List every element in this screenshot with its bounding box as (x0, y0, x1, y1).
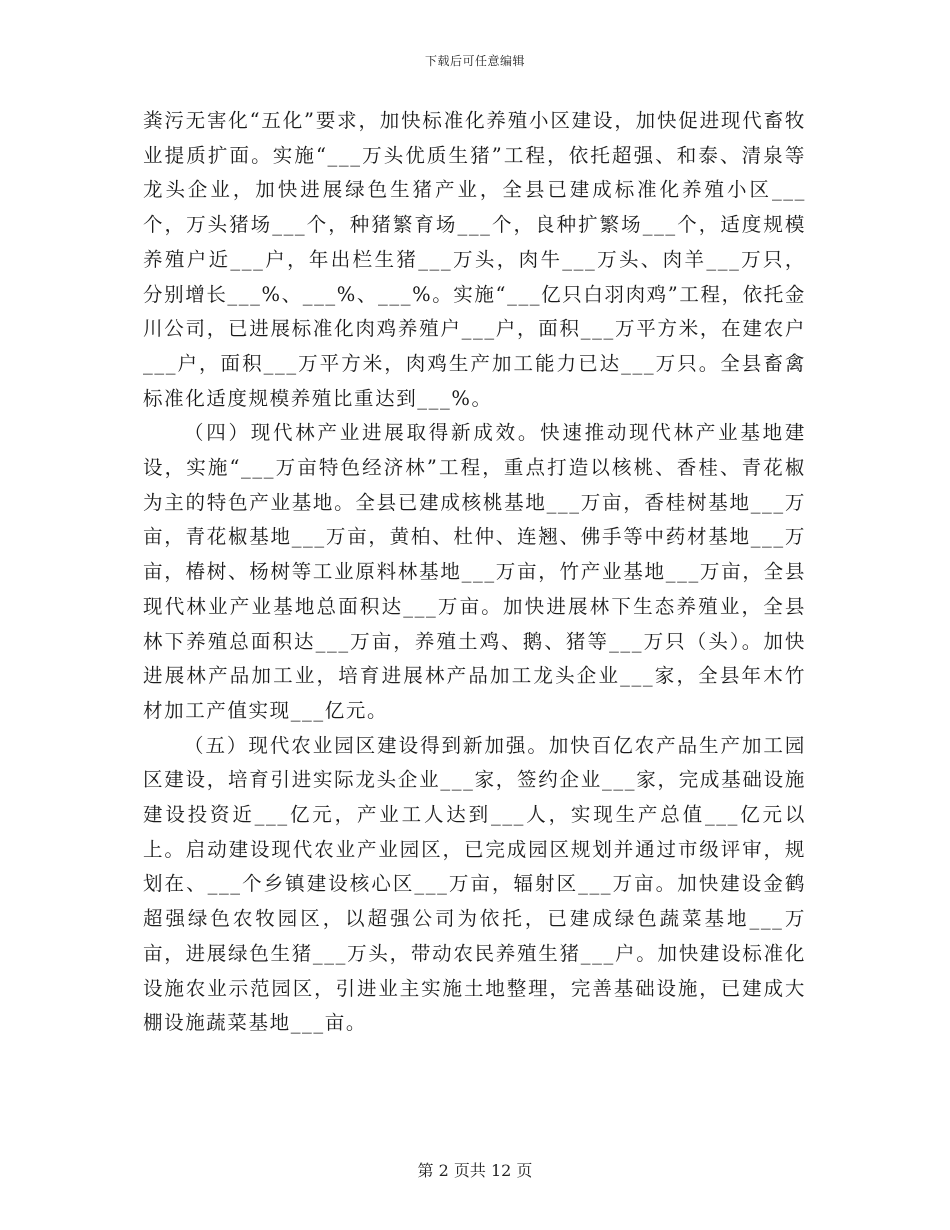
paragraph-agri-park: （五）现代农业园区建设得到新加强。加快百亿农产品生产加工园区建设，培育引进实际龙头企业___家，签约企业___家，完成基础设施建设投资近___亿元，产业工人达到___人，实现生产总值___亿元以上。启动建设现代农业产业园区，已完成园区规划并通过市级评审，规划在、___个乡镇建设核心区___万亩，辐射区___万亩。加快建设金鹤超强绿色农牧园区，以超强公司为依托，已建成绿色蔬菜基地___万亩，进展绿色生猪___万头，带动农民养殖生猪___户。加快建设标准化设施农业示范园区，引进业主实施土地整理，完善基础设施，已建成大棚设施蔬菜基地___亩。 (143, 733, 806, 1035)
document-body (143, 104, 806, 1041)
paragraph-forestry: （四）现代林产业进展取得新成效。快速推动现代林产业基地建设，实施“___万亩特色经济林”工程，重点打造以核桃、香桂、青花椒为主的特色产业基地。全县已建成核桃基地___万亩，香桂树基地___万亩，青花椒基地___万亩，黄柏、杜仲、连翘、佛手等中药材基地___万亩，椿树、杨树等工业原料林基地___万亩，竹产业基地___万亩，全县现代林业产业基地总面积达___万亩。加快进展林下生态养殖业，全县林下养殖总面积达___万亩，养殖土鸡、鹅、猪等___万只（头）。加快进展林产品加工业，培育进展林产品加工龙头企业___家，全县年木竹材加工产值实现___亿元。 (143, 421, 806, 722)
page-number: 第 2 页共 12 页 (417, 1161, 533, 1180)
paragraph-livestock: 粪污无害化“五化”要求，加快标准化养殖小区建设，加快促进现代畜牧业提质扩面。实施“___万头优质生猪”工程，依托超强、和泰、清泉等龙头企业，加快进展绿色生猪产业，全县已建成标准化养殖小区___个，万头猪场___个，种猪繁育场___个，良种扩繁场___个，适度规模养殖户近___户，年出栏生猪___万头，肉牛___万头、肉羊___万只，分别增长___%、___%、___%。实施“___亿只白羽肉鸡”工程，依托金川公司，已进展标准化肉鸡养殖户___户，面积___万平方米，在建农户___户，面积___万平方米，肉鸡生产加工能力已达___万只。全县畜禽标准化适度规模养殖比重达到___%。 (143, 109, 806, 410)
page-header: 下载后可任意编辑 (424, 54, 525, 68)
